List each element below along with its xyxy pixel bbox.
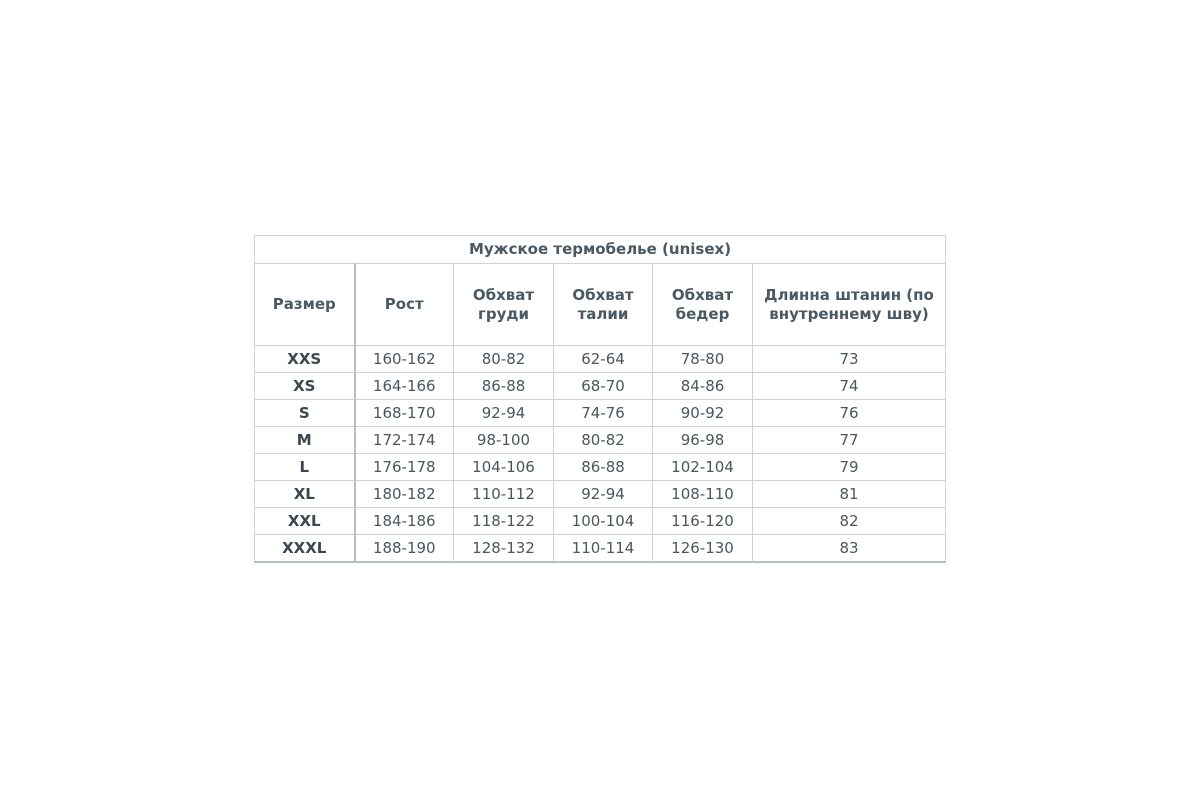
table-caption-row bbox=[255, 236, 946, 264]
col-header-chest: Обхват груди bbox=[454, 264, 554, 346]
chest-cell: 80-82 bbox=[454, 346, 554, 373]
table-row bbox=[255, 400, 946, 427]
waist-cell: 74-76 bbox=[554, 400, 653, 427]
inseam-cell: 77 bbox=[753, 427, 946, 454]
table-row bbox=[255, 373, 946, 400]
waist-cell: 92-94 bbox=[554, 481, 653, 508]
inseam-cell: 74 bbox=[753, 373, 946, 400]
inseam-cell: 81 bbox=[753, 481, 946, 508]
size-cell: XXL bbox=[255, 508, 355, 535]
chest-cell: 98-100 bbox=[454, 427, 554, 454]
waist-cell: 86-88 bbox=[554, 454, 653, 481]
inseam-cell: 82 bbox=[753, 508, 946, 535]
hips-cell: 78-80 bbox=[653, 346, 753, 373]
hips-cell: 108-110 bbox=[653, 481, 753, 508]
table-title: Мужское термобелье (unisex) bbox=[255, 236, 946, 264]
hips-cell: 90-92 bbox=[653, 400, 753, 427]
col-header-size: Размер bbox=[255, 264, 355, 346]
col-header-waist: Обхват талии bbox=[554, 264, 653, 346]
table-row bbox=[255, 508, 946, 535]
hips-cell: 96-98 bbox=[653, 427, 753, 454]
waist-cell: 100-104 bbox=[554, 508, 653, 535]
size-cell: XL bbox=[255, 481, 355, 508]
chest-cell: 118-122 bbox=[454, 508, 554, 535]
chest-cell: 128-132 bbox=[454, 535, 554, 563]
col-header-height: Рост bbox=[355, 264, 454, 346]
waist-cell: 80-82 bbox=[554, 427, 653, 454]
height-cell: 168-170 bbox=[355, 400, 454, 427]
table-row bbox=[255, 454, 946, 481]
waist-cell: 68-70 bbox=[554, 373, 653, 400]
chest-cell: 86-88 bbox=[454, 373, 554, 400]
waist-cell: 110-114 bbox=[554, 535, 653, 563]
chest-cell: 110-112 bbox=[454, 481, 554, 508]
size-cell: XXS bbox=[255, 346, 355, 373]
col-header-inseam: Длинна штанин (по внутреннему шву) bbox=[753, 264, 946, 346]
table-header-row bbox=[255, 264, 946, 346]
height-cell: 164-166 bbox=[355, 373, 454, 400]
col-header-hips: Обхват бедер bbox=[653, 264, 753, 346]
size-cell: L bbox=[255, 454, 355, 481]
hips-cell: 84-86 bbox=[653, 373, 753, 400]
inseam-cell: 79 bbox=[753, 454, 946, 481]
height-cell: 180-182 bbox=[355, 481, 454, 508]
size-cell: M bbox=[255, 427, 355, 454]
inseam-cell: 83 bbox=[753, 535, 946, 563]
inseam-cell: 76 bbox=[753, 400, 946, 427]
hips-cell: 102-104 bbox=[653, 454, 753, 481]
size-cell: XS bbox=[255, 373, 355, 400]
size-cell: XXXL bbox=[255, 535, 355, 563]
height-cell: 188-190 bbox=[355, 535, 454, 563]
height-cell: 160-162 bbox=[355, 346, 454, 373]
hips-cell: 126-130 bbox=[653, 535, 753, 563]
inseam-cell: 73 bbox=[753, 346, 946, 373]
table-row bbox=[255, 481, 946, 508]
table-row bbox=[255, 427, 946, 454]
table-body bbox=[255, 346, 946, 563]
size-chart-table bbox=[254, 235, 946, 563]
chest-cell: 104-106 bbox=[454, 454, 554, 481]
height-cell: 172-174 bbox=[355, 427, 454, 454]
waist-cell: 62-64 bbox=[554, 346, 653, 373]
height-cell: 184-186 bbox=[355, 508, 454, 535]
table-row bbox=[255, 535, 946, 563]
size-cell: S bbox=[255, 400, 355, 427]
height-cell: 176-178 bbox=[355, 454, 454, 481]
table-row bbox=[255, 346, 946, 373]
chest-cell: 92-94 bbox=[454, 400, 554, 427]
hips-cell: 116-120 bbox=[653, 508, 753, 535]
